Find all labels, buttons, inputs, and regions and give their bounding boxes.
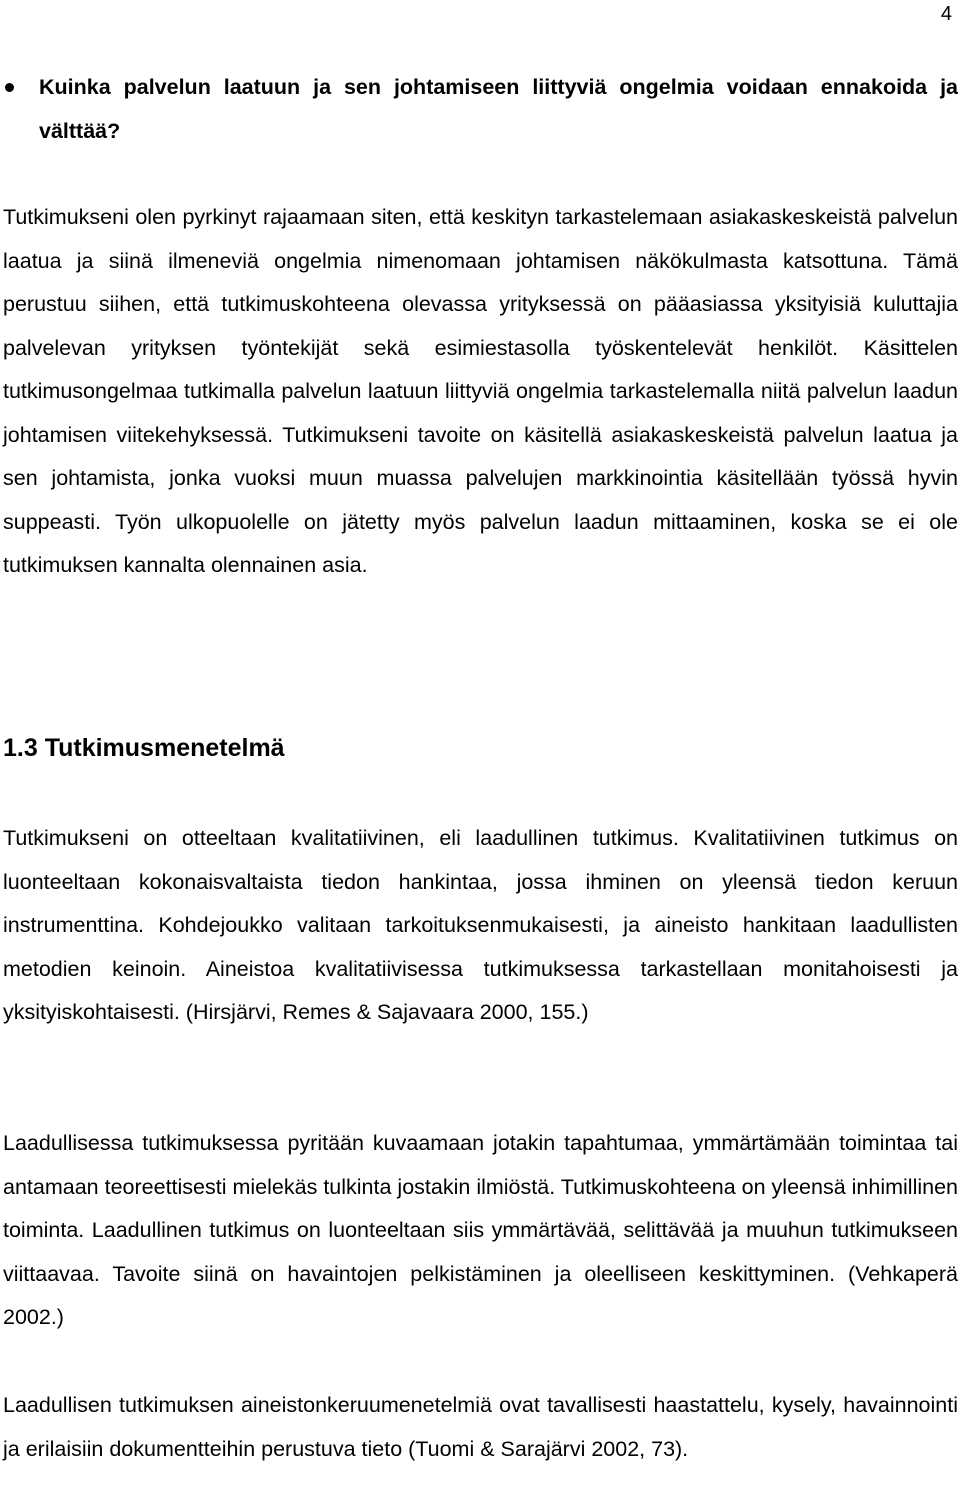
bullet-text: Kuinka palvelun laatuun ja sen johtamiseen liittyviä ongelmia voidaan ennakoida ja välttää?	[39, 75, 958, 143]
paragraph-qualitative: Laadullisessa tutkimuksessa pyritään kuvaamaan jotakin tapahtumaa, ymmärtämään toimintaa tai antamaan teoreettisesti mielekäs tulkinta jostakin ilmiöstä. Tutkimuskohteena on yleensä inhimillinen toiminta. Laadullinen tutkimus on luonteeltaan siis ymmärtävää, selittävää ja muuhun tutkimukseen viittaavaa. Tavoite siinä on havaintojen pelkistäminen ja oleelliseen keskittyminen. (Vehkaperä 2002.)	[3, 1131, 958, 1329]
bullet-list-item	[0, 66, 958, 153]
bullet-icon	[5, 83, 14, 92]
paragraph-scope: Tutkimukseni olen pyrkinyt rajaamaan siten, että keskityn tarkastelemaan asiakaskeskeistä palvelun laatua ja siinä ilmeneviä ongelmia nimenomaan johtamisen näkökulmasta katsottuna. Tämä perustuu siihen, että tutkimuskohteena olevassa yrityksessä on pääasiassa yksityisiä kuluttajia palvelevan yrityksen työntekijät sekä esimiestasolla työskentelevät henkilöt. Käsittelen tutkimusongelmaa tutkimalla palvelun laatuun liittyviä ongelmia tarkastelemalla niitä palvelun laadun johtamisen viitekehyksessä. Tutkimukseni tavoite on käsitellä asiakaskeskeistä palvelun laatua ja sen johtamista, jonka vuoksi muun muassa palvelujen markkinointia käsitellään työssä hyvin suppeasti. Työn ulkopuolelle on jätetty myös palvelun laadun mittaaminen, koska se ei ole tutkimuksen kannalta olennainen asia.	[3, 205, 958, 577]
paragraph-method: Tutkimukseni on otteeltaan kvalitatiivinen, eli laadullinen tutkimus. Kvalitatiivinen tutkimus on luonteeltaan kokonaisvaltaista tiedon hankintaa, jossa ihminen on yleensä tiedon keruun instrumenttina. Kohdejoukko valitaan tarkoituksenmukaisesti, ja aineisto hankitaan laadullisten metodien keinoin. Aineistoa kvalitatiivisessa tutkimuksessa tarkastellaan monitahoisesti ja yksityiskohtaisesti. (Hirsjärvi, Remes & Sajavaara 2000, 155.)	[3, 826, 958, 1024]
page-number: 4	[940, 3, 952, 25]
paragraph-data-collection: Laadullisen tutkimuksen aineistonkeruumenetelmiä ovat tavallisesti haastattelu, kysely, havainnointi ja erilaisiin dokumentteihin perustuva tieto (Tuomi & Sarajärvi 2002, 73).	[3, 1393, 958, 1461]
section-heading: 1.3 Tutkimusmenetelmä	[3, 734, 285, 762]
